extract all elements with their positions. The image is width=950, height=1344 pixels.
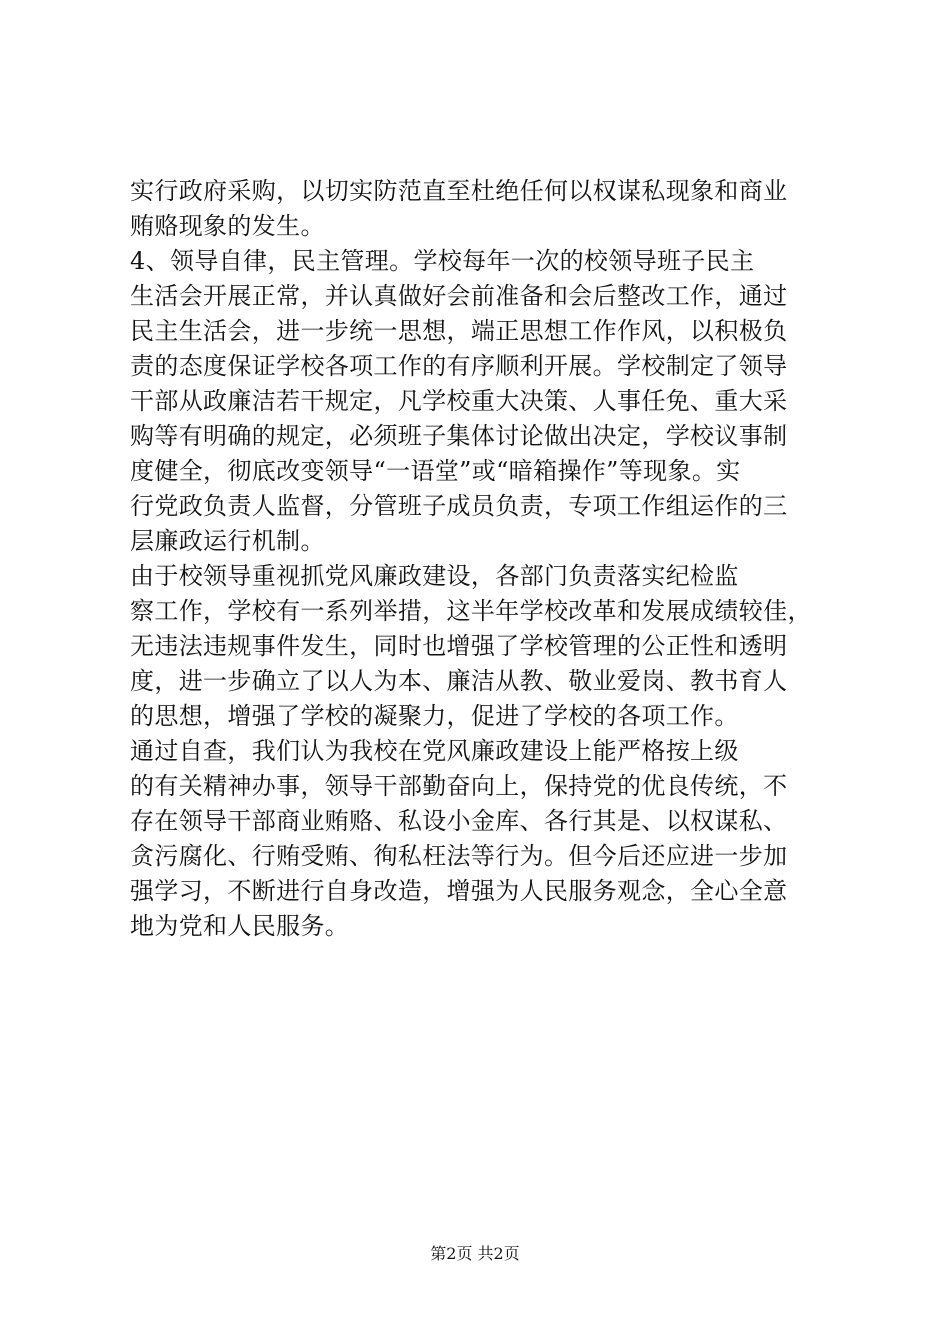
text-line: 通过自查，我们认为我校在党风廉政建设上能严格按上级 <box>130 737 739 765</box>
text-line: 存在领导干部商业贿赂、私设小金库、各行其是、以权谋私、 <box>130 807 788 835</box>
text-line: 层廉政运行机制。 <box>130 527 325 555</box>
text-line: 度健全，彻底改变领导“一语堂”或“暗箱操作”等现象。实 <box>130 457 741 485</box>
text-line: 民主生活会，进一步统一思想，端正思想工作作风，以积极负 <box>130 317 788 345</box>
text-line: 的思想，增强了学校的凝聚力，促进了学校的各项工作。 <box>130 702 739 730</box>
text-line: 无违法违规事件发生，同时也增强了学校管理的公正性和透明 <box>130 632 788 660</box>
text-line: 购等有明确的规定，必须班子集体讨论做出决定，学校议事制 <box>130 422 788 450</box>
text-line: 生活会开展正常，并认真做好会前准备和会后整改工作，通过 <box>130 282 788 310</box>
text-line: 责的态度保证学校各项工作的有序顺利开展。学校制定了领导 <box>130 352 788 380</box>
text-line: 的有关精神办事，领导干部勤奋向上，保持党的优良传统，不 <box>130 772 788 800</box>
text-line: 实行政府采购，以切实防范直至杜绝任何以权谋私现象和商业 <box>130 177 788 205</box>
text-line: 贿赂现象的发生。 <box>130 212 325 240</box>
text-line: 行党政负责人监督，分管班子成员负责，专项工作组运作的三 <box>130 492 788 520</box>
text-line: 察工作，学校有一系列举措，这半年学校改革和发展成绩较佳， <box>130 597 812 625</box>
text-line: 由于校领导重视抓党风廉政建设，各部门负责落实纪检监 <box>130 562 739 590</box>
text-line: 4、领导自律，民主管理。学校每年一次的校领导班子民主 <box>130 247 755 275</box>
text-line: 贪污腐化、行贿受贿、徇私枉法等行为。但今后还应进一步加 <box>130 842 788 870</box>
text-line: 地为党和人民服务。 <box>130 912 350 940</box>
text-line: 度，进一步确立了以人为本、廉洁从教、敬业爱岗、教书育人 <box>130 667 788 695</box>
document-body <box>130 174 840 944</box>
text-line: 干部从政廉洁若干规定，凡学校重大决策、人事任免、重大采 <box>130 387 788 415</box>
page-number-footer: 第2页 共2页 <box>430 1244 520 1263</box>
text-line: 强学习，不断进行自身改造，增强为人民服务观念，全心全意 <box>130 877 788 905</box>
